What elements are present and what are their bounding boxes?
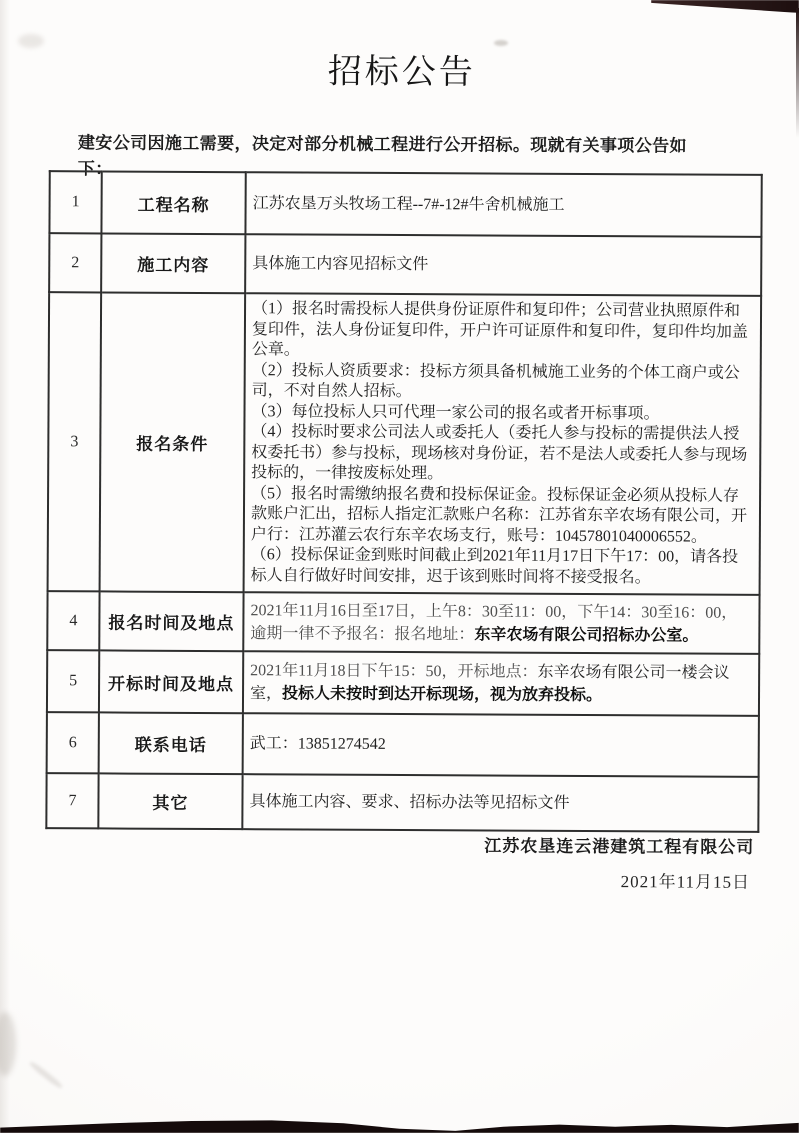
row-number: 2: [49, 233, 101, 292]
content-segment: 2021年11月18日下午15：50，开标地点：: [250, 662, 538, 681]
row-number: 3: [48, 292, 102, 591]
row-label: 施工内容: [101, 233, 245, 293]
row-content: [244, 293, 762, 595]
row-content: [242, 774, 758, 832]
row-label: 开标时间及地点: [99, 650, 243, 713]
row-content: [245, 172, 761, 237]
row-number: 6: [47, 712, 99, 773]
content-segment: （3）每位投标人只可代理一家公司的报名或者开标事项。: [251, 402, 660, 422]
intro-paragraph: 建安公司因施工需要，决定对部分机械工程进行公开招标。现就有关事项公告如下：: [77, 133, 687, 179]
table-row: [46, 773, 758, 832]
content-segment: （4）投标时要求公司法人或委托人（委托人参与投标的需提供法人授权委托书）参与投标，现场核对身份证，若不是法人或委托人参与现场投标的，一律按废标处理。: [251, 423, 748, 483]
content-segment: 东辛农场有限公司一楼会议室，: [249, 663, 730, 703]
content-segment: 东辛农场有限公司招标办公室。: [474, 625, 699, 645]
row-number: 5: [47, 650, 99, 712]
content-segment: （5）报名时需缴纳报名费和投标保证金。投标保证金必须从投标人存款账户汇出，招标人指定汇款账户名称：江苏省东辛农场有限公司，开户行：江苏灌云农行东辛农场支行，账号：10457801040006552。: [250, 484, 748, 546]
page-title: 招标公告: [327, 53, 476, 92]
content-segment: 投标人未按时到达开标现场，视为放弃投标。: [282, 685, 603, 705]
announcement-table: [45, 170, 762, 833]
content-segment: （2）投标人资质要求：投标方须具备机械施工业务的个体工商户或公司，不对自然人招标。: [251, 361, 740, 401]
row-content: [243, 651, 759, 716]
signature-date: 2021年11月15日: [620, 872, 751, 892]
content-segment: （1）报名时需投标人提供身份证原件和复印件；公司营业执照原件和复印件，法人身份证复印件，开户许可证原件和复印件，复印件均加盖公章。: [251, 300, 748, 359]
row-label: 报名时间及地点: [99, 591, 243, 651]
row-label: 其它: [98, 773, 242, 829]
table-row: [48, 292, 762, 595]
row-label: 工程名称: [101, 171, 245, 234]
row-label: 报名条件: [100, 292, 246, 592]
row-content: [243, 592, 759, 654]
content-segment: 具体施工内容见招标文件: [252, 255, 429, 274]
table-row: [49, 233, 761, 296]
row-number: 1: [49, 171, 101, 233]
table-row: [47, 650, 759, 716]
content-segment: 江苏农垦万头牧场工程--7#-12#牛舍机械施工: [252, 194, 565, 214]
content-segment: 具体施工内容、要求、招标办法等见招标文件: [249, 793, 570, 812]
table-row: [49, 171, 761, 237]
signature-company: 江苏农垦连云港建筑工程有限公司: [484, 836, 755, 857]
row-content: [245, 234, 761, 296]
content-segment: （6）投标保证金到账时间截止到2021年11月17日下午17：00，请各投标人自行做好时间安排，迟于该到账时间将不接受报名。: [250, 546, 739, 586]
content-segment: 2021年11月16日至17日，上午8：30至11：00，下午14：30至16：00，逾期一律不予报名：报名地址：: [250, 601, 738, 643]
row-number: 7: [46, 773, 98, 828]
row-content: [243, 713, 759, 777]
table-row: [47, 712, 759, 777]
content-segment: 武工：13851274542: [249, 735, 386, 753]
row-number: 4: [47, 591, 99, 650]
row-label: 联系电话: [99, 712, 243, 774]
table-row: [47, 591, 759, 654]
